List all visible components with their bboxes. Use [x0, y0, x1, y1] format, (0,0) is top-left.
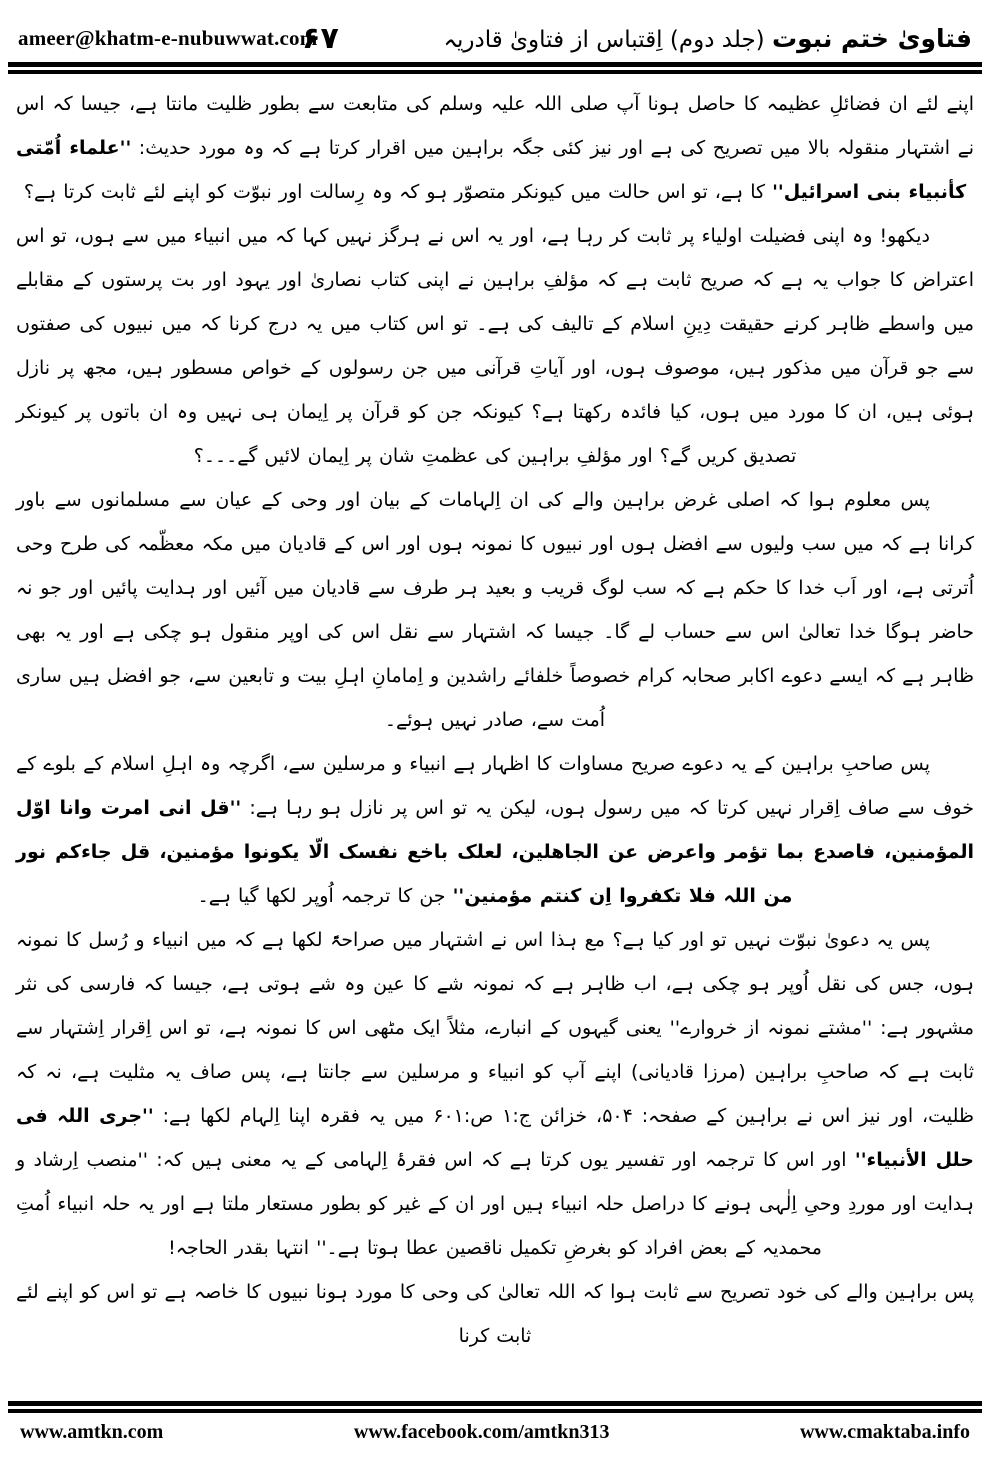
paragraph: [16, 918, 974, 1270]
paragraph: [16, 742, 974, 918]
urdu-text-run: اور اس کا ترجمہ اور تفسیر یوں کرتا ہے کہ اس فقرۂ اِلہامی کے یہ معنی ہیں کہ: ''منصب اِرشاد و ہدایت اور موردِ وحیِ اِلٰہی ہونے کا دراصل حلہ انبیاء ہیں اور ان کے غیر کو بطور مستعار ملتا ہے اور یہ حلہ انبیاء اُمتِ محمدیہ کے بعض افراد کو بغرضِ تکمیل ناقصین عطا ہوتا ہے۔'' انتہا بقدر الحاجہ!: [16, 1149, 974, 1259]
urdu-text-run: پس براہین والے کی خود تصریح سے ثابت ہوا کہ اللہ تعالیٰ کی وحی کا مورد ہونا نبیوں کا خاصہ ہے تو اس کو اپنے لئے ثابت کرنا: [16, 1281, 974, 1347]
urdu-text-run: پس معلوم ہوا کہ اصلی غرض براہین والے کی ان اِلہامات کے بیان اور وحی کے عیان سے مسلمانوں سے باور کرانا ہے کہ میں سب ولیوں سے افضل ہوں اور نبیوں کا نمونہ ہوں اور اس کے قادیان میں مکہ معظّمہ کی طرح وحی اُترتی ہے، اور اَب خدا کا حکم ہے کہ سب لوگ قریب و بعید ہر طرف سے قادیان میں آئیں اور ہدایت پائیں اور جو نہ حاضر ہوگا خدا تعالیٰ اس سے حساب لے گا۔ جیسا کہ اشتہار سے نقل اس کی اوپر منقول ہو چکی ہے اور یہ بھی ظاہر ہے کہ ایسے دعوے اکابر صحابہ کرام خصوصاً خلفائے راشدین و اِمامانِ اہلِ بیت و تابعین سے، جو افضل ہیں ساری اُمت سے، صادر نہیں ہوئے۔: [16, 489, 974, 731]
book-title-subtitle: (جلد دوم) اِقتباس از فتاویٰ قادریہ: [443, 26, 765, 53]
paragraph: [16, 478, 974, 742]
paragraph: [16, 1270, 974, 1358]
footer-url-amtkn: www.amtkn.com: [20, 1421, 164, 1443]
urdu-text-run: کا ہے، تو اس حالت میں کیونکر متصوّر ہو کہ وہ رِسالت اور نبوّت کو اپنے لئے ثابت کرتا ہے؟: [23, 181, 773, 203]
urdu-text-run: پس یہ دعویٰ نبوّت نہیں تو اور کیا ہے؟ مع ہذا اس نے اشتہار میں صراحۃً لکھا ہے کہ میں انبیاء و رُسل کا نمونہ ہوں، جس کی نقل اُوپر ہو چکی ہے، اب ظاہر ہے کہ نمونہ شے کا عین وہ شے ہوتی ہے، جیسا کہ فارسی کی نثر مشہور ہے: ''مشتے نمونہ از خروارے'' یعنی گیہوں کے انبارے، مثلاً ایک مٹھی اس کا نمونہ ہے، تو اس اِقرار اِشتہار سے ثابت ہے کہ صاحبِ براہین (مرزا قادیانی) اپنے آپ کو انبیاء و مرسلین سے جانتا ہے، پس صاف یہ مثلیت ہے، نہ کہ ظلیت، اور نیز اس نے براہین کے صفحہ: ۵۰۴، خزائن ج:۱ ص:۶۰۱ میں یہ فقرہ اپنا اِلہام لکھا ہے:: [16, 929, 974, 1127]
page-header: [0, 0, 990, 60]
urdu-text-run: پس صاحبِ براہین کے یہ دعوے صریح مساوات کا اظہار ہے انبیاء و مرسلین سے، اگرچہ وہ اہلِ اسلام کے بلوے کے خوف سے صاف اِقرار نہیں کرتا کہ میں رسول ہوں، لیکن یہ تو اس پر نازل ہو رہا ہے:: [16, 753, 974, 819]
header-divider: [8, 62, 982, 74]
contact-email: ameer@khatm-e-nubuwwat.com: [18, 25, 318, 50]
body-paragraphs: [0, 74, 990, 1358]
urdu-text-run: اپنے لئے ان فضائلِ عظیمہ کا حاصل ہونا آپ صلی اللہ علیہ وسلم کی متابعت سے بطور ظلیت مانتا ہے، جیسا کہ اس نے اشتہار منقولہ بالا میں تصریح کی ہے اور نیز کئی جگہ براہین میں اقرار کرتا ہے کہ وہ مورد حدیث:: [16, 93, 975, 159]
quoted-arabic-text: ''قل انی امرت وانا اوّل المؤمنین، فاصدع بما تؤمر واعرض عن الجاهلین، لعلک باخع نفسک الّا یکونوا مؤمنین، قل جاءکم نور من اللہ فلا تکفروا اِن کنتم مؤمنین'': [16, 797, 974, 907]
footer-url-cmaktaba: www.cmaktaba.info: [799, 1421, 970, 1443]
page-number: ۶۷: [302, 20, 339, 56]
urdu-text-run: جن کا ترجمہ اُوپر لکھا گیا ہے۔: [197, 885, 453, 907]
paragraph: [16, 82, 974, 214]
footer-url-facebook: www.facebook.com/amtkn313: [353, 1421, 610, 1443]
urdu-text-run: دیکھو! وہ اپنی فضیلت اولیاء پر ثابت کر رہا ہے، اور یہ اس نے ہرگز نہیں کہا کہ میں انبیاء میں سے ہوں، تو اس اعتراض کا جواب یہ ہے کہ صریح ثابت ہے کہ مؤلفِ براہین نے اپنی کتاب نصاریٰ اور یہود اور بت پرستوں کے مقابلے میں واسطے ظاہر کرنے حقیقت دِینِ اسلام کے تالیف کی ہے۔ تو اس کتاب میں یہ درج کرنا کہ میں نبیوں کی صفتوں سے جو قرآن میں مذکور ہیں، موصوف ہوں، اور آیاتِ قرآنی میں جن رسولوں کے خواص مسطور ہیں، مجھ پر نازل ہوئی ہیں، ان کا مورد میں ہوں، کیا فائدہ رکھتا ہے؟ کیونکہ جن کو قرآن پر اِیمان ہی نہیں وہ ان باتوں پر کیونکر تصدیق کریں گے؟ اور مؤلفِ براہین کی عظمتِ شان پر اِیمان لائیں گے۔۔۔؟: [16, 225, 975, 467]
footer-divider: [8, 1401, 982, 1413]
book-title: [444, 24, 972, 53]
footer-links: [0, 1413, 990, 1460]
page-footer: [0, 1401, 990, 1460]
paragraph: [16, 214, 974, 478]
book-title-main: فتاویٰ ختم نبوت: [771, 23, 972, 53]
quoted-arabic-text: ''علماء اُمّتی کأنبیاء بنی اسرائیل'': [16, 137, 967, 203]
quoted-arabic-text: ''جری اللہ فی حلل الأنبیاء'': [16, 1105, 974, 1171]
